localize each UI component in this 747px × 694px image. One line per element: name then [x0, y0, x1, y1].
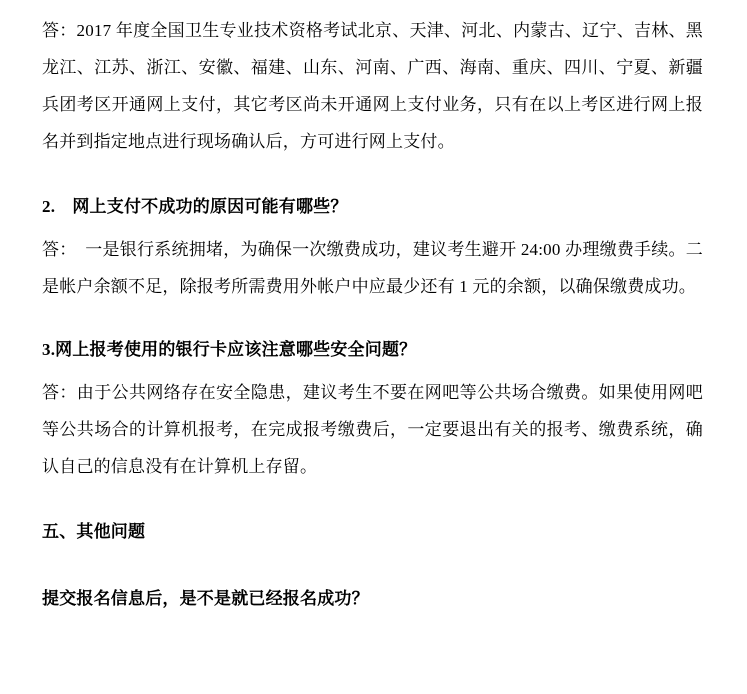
heading-question-3: 3.网上报考使用的银行卡应该注意哪些安全问题？ — [42, 340, 417, 359]
heading-question-4: 提交报名信息后，是不是就已经报名成功？ — [42, 589, 369, 608]
spacer — [42, 313, 703, 319]
heading-section-5: 五、其他问题 — [42, 522, 146, 541]
paragraph-answer-1: 答：2017 年度全国卫生专业技术资格考试北京、天津、河北、内蒙古、辽宁、吉林、黑龙江、江苏、浙江、安徽、福建、山东、河南、广西、海南、重庆、四川、宁夏、新疆兵团考区开通网上支付，其它考区尚未开通网上支付业务，只有在以上考区进行网上报名并到指定地点进行现场确认后，方可进行网上支付。 — [42, 21, 703, 151]
heading-question-2: 2. 网上支付不成功的原因可能有哪些？ — [42, 197, 348, 216]
spacer — [42, 493, 703, 499]
paragraph-answer-3: 答：由于公共网络存在安全隐患，建议考生不要在网吧等公共场合缴费。如果使用网吧等公共场合的计算机报考，在完成报考缴费后，一定要退出有关的报考、缴费系统，确认自己的信息没有在计算机上存留。 — [42, 383, 703, 476]
spacer — [42, 556, 703, 568]
paragraph-answer-2: 答： 一是银行系统拥堵，为确保一次缴费成功，建议考生避开 24:00 办理缴费手续。二是帐户余额不足，除报考所需费用外帐户中应最少还有 1 元的余额，以确保缴费成功。 — [42, 240, 703, 296]
spacer — [42, 168, 703, 174]
